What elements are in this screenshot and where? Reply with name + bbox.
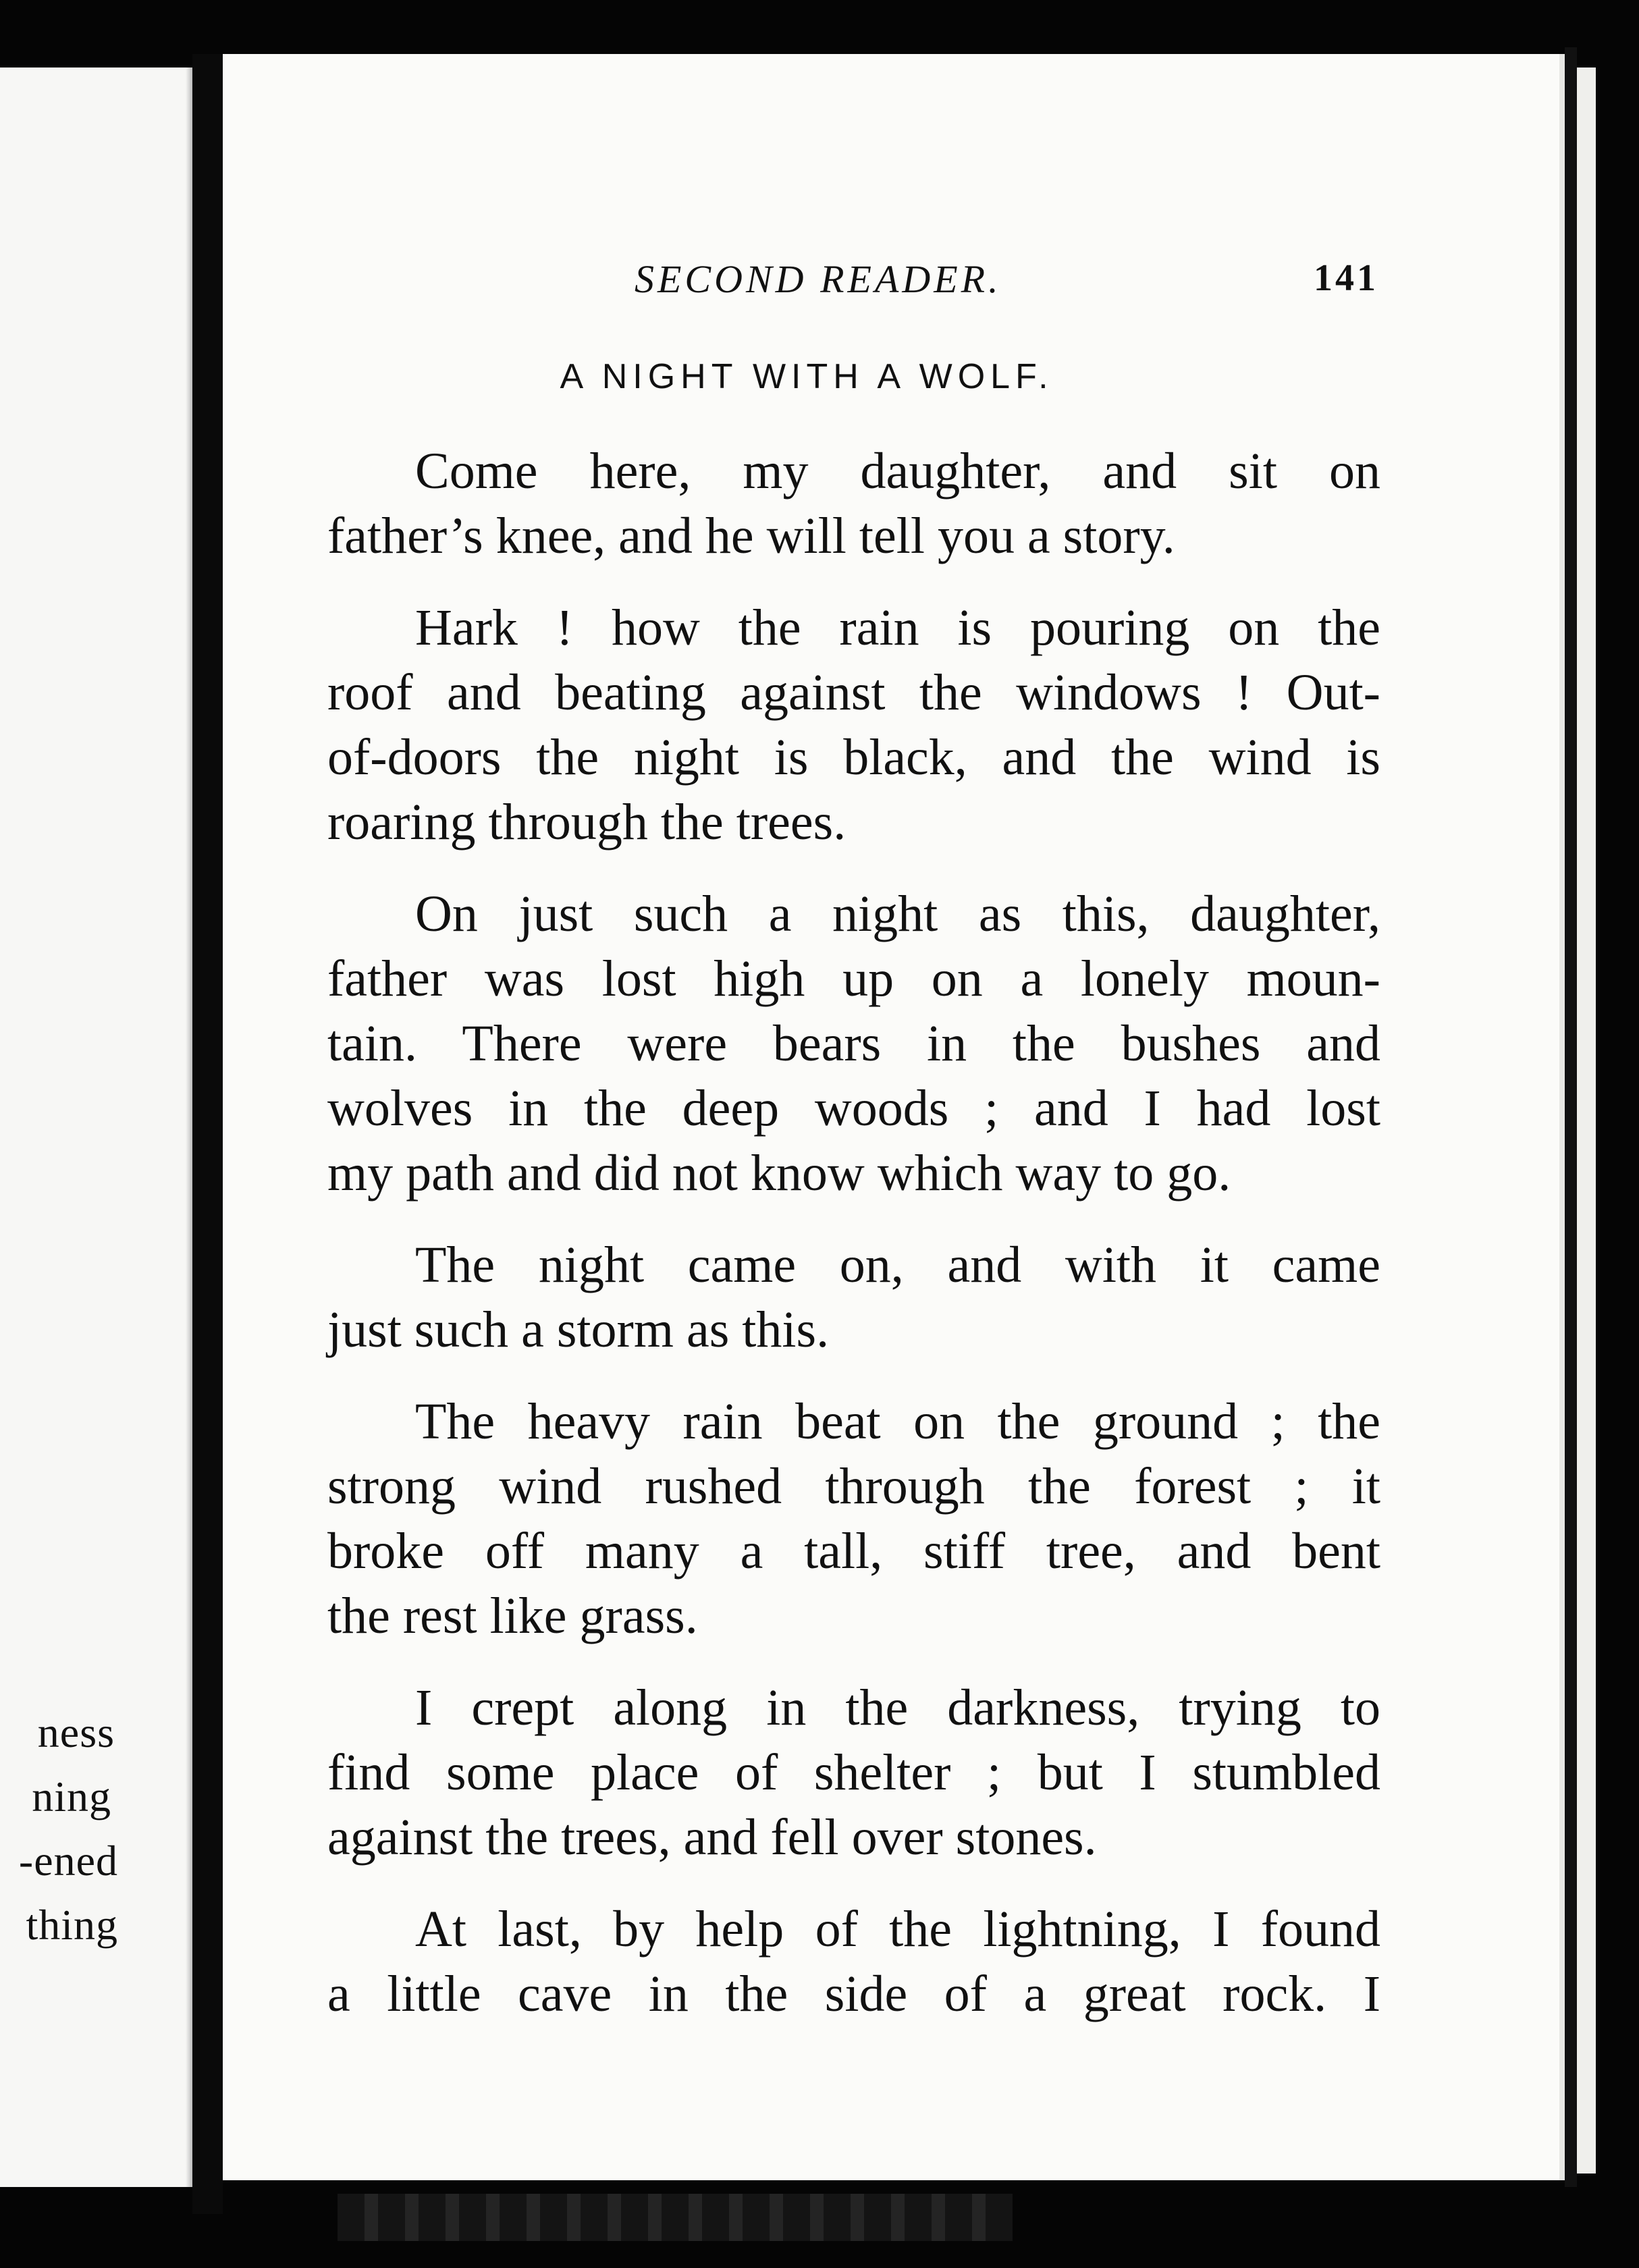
left-page-fragment: -ened [18, 1837, 118, 1885]
text-line: against the trees, and fell over stones. [327, 1809, 1097, 1866]
page-number: 141 [1314, 257, 1378, 299]
text-line: wolves in the deep woods ; and I had lost [327, 1080, 1380, 1137]
text-line: Come here, my daughter, and sit on [415, 443, 1380, 500]
text-line: father was lost high up on a lonely moun- [327, 950, 1380, 1007]
text-line: I crept along in the darkness, trying to [415, 1679, 1380, 1736]
text-line: a little cave in the side of a great rock. I [327, 1966, 1380, 2022]
text-line: The night came on, and with it came [415, 1237, 1380, 1293]
paragraph [327, 1233, 1380, 1362]
text-line: broke off many a tall, stiff tree, and bent [327, 1523, 1380, 1580]
paragraph [327, 1389, 1380, 1648]
page-edge-shadow [1565, 47, 1577, 2187]
text-line: roof and beating against the windows ! Out- [327, 664, 1380, 721]
paragraph [327, 882, 1380, 1206]
story-body [327, 439, 1380, 2053]
previous-page-edge [0, 68, 192, 2187]
text-line: At last, by help of the lightning, I found [415, 1901, 1380, 1958]
paragraph [327, 1675, 1380, 1870]
text-line: tain. There were bears in the bushes and [327, 1015, 1380, 1072]
text-line: my path and did not know which way to go. [327, 1145, 1231, 1202]
gutter-shadow [186, 68, 192, 2187]
text-line: the rest like grass. [327, 1588, 698, 1644]
text-line: On just such a night as this, daughter, [415, 886, 1380, 942]
text-line: just such a storm as this. [327, 1301, 830, 1358]
paragraph [327, 595, 1380, 855]
text-line: roaring through the trees. [327, 794, 847, 850]
text-line: father’s knee, and he will tell you a story. [327, 508, 1175, 564]
left-page-fragment: ning [32, 1773, 111, 1820]
book-spine [192, 54, 223, 2214]
text-line: The heavy rain beat on the ground ; the [415, 1393, 1380, 1450]
paragraph [327, 439, 1380, 568]
text-line: strong wind rushed through the forest ; it [327, 1458, 1380, 1515]
book-page [223, 54, 1566, 2180]
text-line: of-doors the night is black, and the wind is [327, 729, 1380, 786]
running-title: SECOND READER. [635, 257, 1002, 301]
story-title: A NIGHT WITH A WOLF. [560, 357, 1054, 396]
left-page-fragment: thing [26, 1901, 118, 1949]
scan-bottom-artifact [338, 2194, 1013, 2241]
text-line: Hark ! how the rain is pouring on the [415, 599, 1380, 656]
page-header [223, 256, 1566, 310]
left-page-fragment: ness [37, 1708, 115, 1756]
page-edge-stack [1577, 68, 1596, 2174]
text-line: find some place of shelter ; but I stumbled [327, 1744, 1380, 1801]
paragraph [327, 1897, 1380, 2026]
